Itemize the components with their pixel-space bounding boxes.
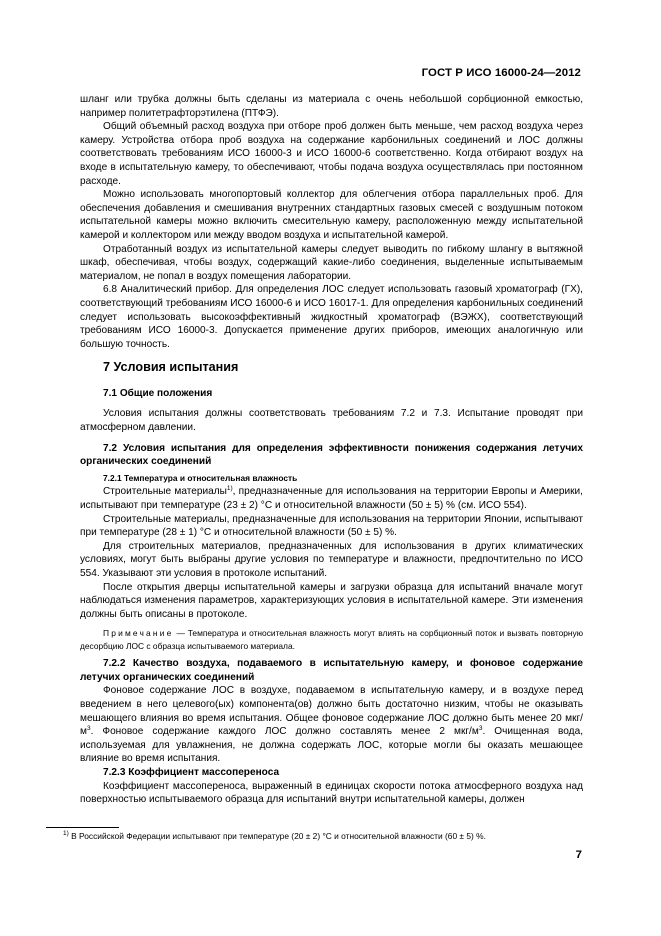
- paragraph: Фоновое содержание ЛОС в воздухе, подаваемом в испытательную камеру, и в воздухе перед введением в него целевого(ых) компонента(ов) должно быть достаточно низким, чтобы не оказывать мешающего влияния во время испытания. Общее фоновое содержание ЛОС должно быть менее 20 мкг/$м^3$. Фоновое содержание каждого ЛОС должно составлять менее 2 мкг/$м^3$. Очищенная вода, используемая для увлажнения, не должна содержать ЛОС, которые могли бы оказать мешающее влияние во время испытания.: [80, 685, 583, 765]
- document-header: ГОСТ Р ИСО 16000-24—2012: [421, 67, 581, 79]
- paragraph: шланг или трубка должны быть сделаны из материала с очень небольшой сорбционной емкостью, например политетрафторэтилена (ПТФЭ).: [80, 94, 583, 119]
- paragraph: Коэффициент массопереноса, выраженный в единицах скорости потока атмосферного воздуха над поверхностью испытываемого образца для испытаний внутри испытательной камеры, должен: [80, 780, 583, 806]
- note-label: Примечание: [103, 628, 174, 639]
- footnote: $^{1)}$ В Российской Федерации испытывают при температуре (20 ± 2) °С и относительной влажности (60 ± 5) %.: [63, 830, 486, 841]
- subsection-heading-7-2-3: 7.2.3 Коэффициент массопереноса: [103, 766, 280, 778]
- note: Примечание — Температура и относительная влажность могут влиять на сорбционный поток и вызвать повторную десорбцию ЛОС с образца испытываемого материала.: [80, 628, 583, 651]
- paragraph: 6.8 Аналитический прибор. Для определения ЛОС следует использовать газовый хроматограф (ГХ), соответствующий требованиям ИСО 16000-6 и ИСО 16017-1. Для определения карбонильных соединений следует использовать высокоэффективный жидкостный хроматограф (ВЭЖХ), соответствующий требованиям ИСО 16000-3. Допускается применение других приборов, имеющих аналогичную или большую точность.: [80, 284, 583, 350]
- subsection-heading-7-2-2: 7.2.2 Качество воздуха, подаваемого в испытательную камеру, и фоновое содержание летучих органических соединений: [80, 658, 583, 683]
- section-heading-7: 7 Условия испытания: [103, 360, 239, 375]
- paragraph: Строительные материалы, предназначенные для использования на территории Японии, испытывают при температуре (28 ± 1) °С и относительной влажности (50 ± 5) %.: [80, 513, 583, 539]
- subsection-heading-7-2-1: 7.2.1 Температура и относительная влажность: [103, 472, 298, 483]
- paragraph: Строительные материалы$^{1)}$, предназначенные для использования на территории Европы и Америки, испытывают при температуре (23 ± 2) °С и относительной влажности (50 ± 5) % (см. ИСО 554).: [80, 485, 583, 512]
- document-body: [80, 93, 583, 807]
- paragraph: Отработанный воздух из испытательной камеры следует выводить по гибкому шлангу в вытяжной шкаф, обеспечивая, чтобы воздух, содержащий какие-либо соединения, выделенные испытываемым материалом, не попал в воздух помещения лаборатории.: [80, 243, 583, 282]
- footnote-marker: 1): [226, 485, 233, 493]
- paragraph: Общий объемный расход воздуха при отборе проб должен быть меньше, чем расход воздуха через камеру. Устройства отбора проб воздуха на содержание карбонильных соединений и ЛОС должны соответствовать требованиям ИСО 16000-3 и ИСО 16000-6 соответственно. Когда отбирают воздух на входе в испытательную камеру, то обеспечивают, чтобы подача воздуха осуществлялась при постоянном расходе.: [80, 121, 583, 187]
- subsection-heading-7-2: 7.2 Условия испытания для определения эффективности понижения содержания летучих органических соединений: [80, 442, 583, 468]
- paragraph: После открытия дверцы испытательной камеры и загрузки образца для испытаний вначале могут наблюдаться изменения параметров, характеризующих условия в испытательной камере. Эти изменения должны быть описаны в протоколе.: [80, 581, 583, 620]
- paragraph: Для строительных материалов, предназначенных для использования в других климатических условиях, могут быть выбраны другие условия по температуре и влажности, предпочтительно по ИСО 554. Указывают эти условия в протоколе испытаний.: [80, 540, 583, 579]
- paragraph: Условия испытания должны соответствовать требованиям 7.2 и 7.3. Испытание проводят при атмосферном давлении.: [80, 408, 583, 434]
- subsection-heading-7-1: 7.1 Общие положения: [103, 387, 213, 399]
- paragraph: Можно использовать многопортовый коллектор для облегчения отбора параллельных проб. Для обеспечения добавления и смешивания внутренних стандартных газовых смесей с воздушным потоком испытательной камеры можно включить смесительную камеру, расположенную между испытательной камерой и коллектором или между вводом воздуха и испытательной камерой.: [80, 189, 583, 241]
- page-number: 7: [575, 849, 582, 861]
- footnote-separator: [46, 827, 119, 828]
